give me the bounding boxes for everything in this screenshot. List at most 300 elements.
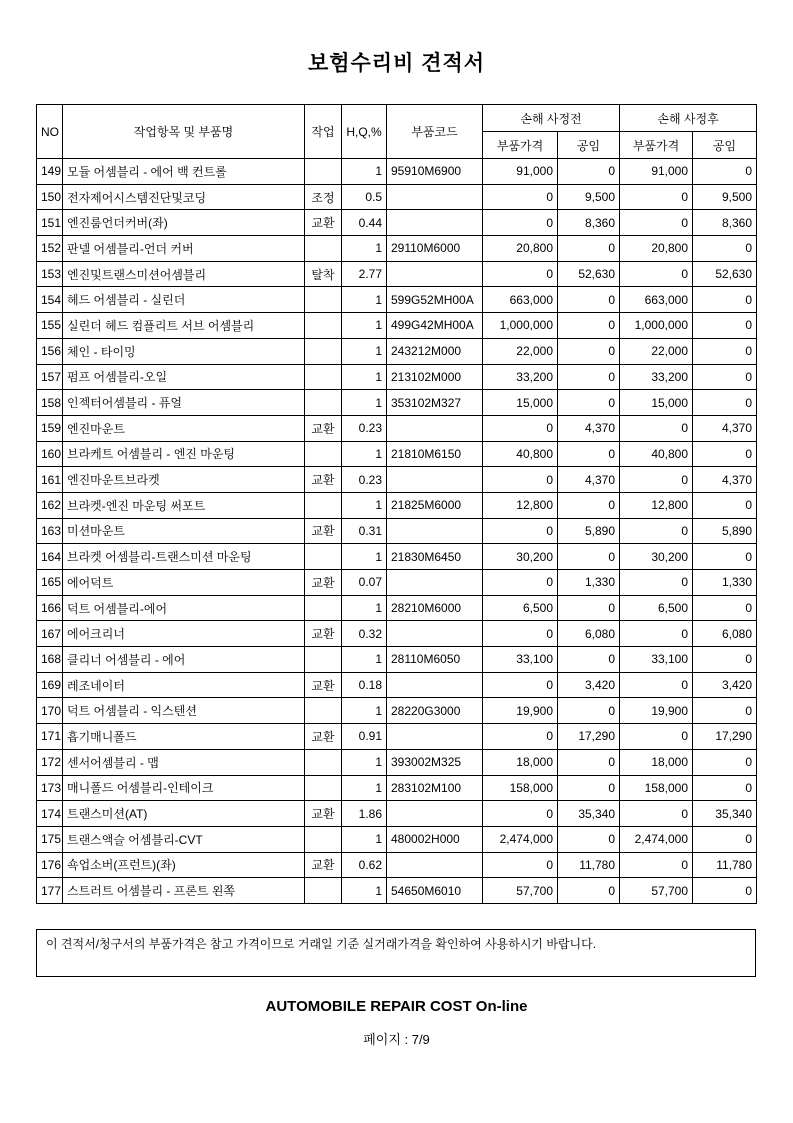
cell-no: 160 <box>37 441 63 467</box>
cell-before-labor: 0 <box>558 749 620 775</box>
cell-no: 157 <box>37 364 63 390</box>
cell-before-labor: 35,340 <box>558 801 620 827</box>
cell-hq-percent: 1 <box>342 775 387 801</box>
col-group-before-assessment: 손해 사정전 <box>483 105 620 132</box>
cell-before-part-price: 2,474,000 <box>483 826 558 852</box>
cell-after-labor: 0 <box>693 595 757 621</box>
table-row <box>37 647 757 673</box>
table-row <box>37 441 757 467</box>
cell-before-part-price: 0 <box>483 852 558 878</box>
cell-before-labor: 0 <box>558 492 620 518</box>
cell-part-code: 21825M6000 <box>387 492 483 518</box>
table-row <box>37 544 757 570</box>
cell-part-code: 28220G3000 <box>387 698 483 724</box>
cell-part-code: 353102M327 <box>387 390 483 416</box>
cell-no: 162 <box>37 492 63 518</box>
cell-after-part-price: 19,900 <box>620 698 693 724</box>
cell-after-part-price: 22,000 <box>620 338 693 364</box>
cell-work-type <box>305 826 342 852</box>
cell-hq-percent: 1 <box>342 390 387 416</box>
cell-part-code <box>387 467 483 493</box>
cell-before-part-price: 57,700 <box>483 878 558 904</box>
cell-after-labor: 4,370 <box>693 415 757 441</box>
cell-after-labor: 6,080 <box>693 621 757 647</box>
cell-after-part-price: 0 <box>620 184 693 210</box>
cell-work-type <box>305 492 342 518</box>
cell-after-part-price: 33,200 <box>620 364 693 390</box>
cell-no: 176 <box>37 852 63 878</box>
table-row <box>37 390 757 416</box>
cell-after-part-price: 40,800 <box>620 441 693 467</box>
cell-work-type: 교환 <box>305 210 342 236</box>
cell-before-part-price: 15,000 <box>483 390 558 416</box>
cell-hq-percent: 1 <box>342 441 387 467</box>
cell-no: 156 <box>37 338 63 364</box>
cell-hq-percent: 0.44 <box>342 210 387 236</box>
cell-item-name: 트랜스미션(AT) <box>63 801 305 827</box>
cell-before-part-price: 158,000 <box>483 775 558 801</box>
cell-no: 163 <box>37 518 63 544</box>
cell-after-part-price: 0 <box>620 261 693 287</box>
table-row <box>37 159 757 185</box>
cell-before-labor: 0 <box>558 287 620 313</box>
cell-before-labor: 0 <box>558 544 620 570</box>
cell-part-code <box>387 261 483 287</box>
page-title: 보험수리비 견적서 <box>307 52 486 75</box>
cell-after-labor: 0 <box>693 775 757 801</box>
cell-work-type: 교환 <box>305 570 342 596</box>
cell-after-part-price: 57,700 <box>620 878 693 904</box>
cell-no: 170 <box>37 698 63 724</box>
cell-no: 174 <box>37 801 63 827</box>
cell-before-part-price: 6,500 <box>483 595 558 621</box>
cell-item-name: 덕트 어셈블리 - 익스텐션 <box>63 698 305 724</box>
table-header <box>37 105 757 159</box>
cell-work-type: 교환 <box>305 467 342 493</box>
col-header-before-labor: 공임 <box>558 132 620 159</box>
cell-work-type <box>305 775 342 801</box>
cell-no: 155 <box>37 313 63 339</box>
cell-item-name: 헤드 어셈블리 - 실린더 <box>63 287 305 313</box>
cell-before-part-price: 0 <box>483 801 558 827</box>
table-row <box>37 210 757 236</box>
cell-before-labor: 3,420 <box>558 672 620 698</box>
cell-item-name: 브라켓 어셈블리-트랜스미션 마운팅 <box>63 544 305 570</box>
cell-part-code: 243212M000 <box>387 338 483 364</box>
cell-before-labor: 0 <box>558 826 620 852</box>
cell-work-type <box>305 338 342 364</box>
cell-hq-percent: 1 <box>342 338 387 364</box>
cell-item-name: 엔진룸언더커버(좌) <box>63 210 305 236</box>
cell-work-type: 교환 <box>305 518 342 544</box>
cell-work-type <box>305 390 342 416</box>
cell-item-name: 매니폴드 어셈블리-인테이크 <box>63 775 305 801</box>
cell-no: 167 <box>37 621 63 647</box>
cell-before-part-price: 0 <box>483 621 558 647</box>
brand-title: AUTOMOBILE REPAIR COST On-line <box>265 997 528 1015</box>
cell-item-name: 덕트 어셈블리-에어 <box>63 595 305 621</box>
cell-no: 173 <box>37 775 63 801</box>
cell-part-code: 28110M6050 <box>387 647 483 673</box>
cell-part-code: 213102M000 <box>387 364 483 390</box>
cell-after-part-price: 18,000 <box>620 749 693 775</box>
cell-work-type: 교환 <box>305 852 342 878</box>
cell-before-labor: 0 <box>558 647 620 673</box>
cell-before-part-price: 22,000 <box>483 338 558 364</box>
cell-before-labor: 0 <box>558 441 620 467</box>
table-row <box>37 570 757 596</box>
cell-item-name: 쇽업소버(프런트)(좌) <box>63 852 305 878</box>
cell-before-labor: 0 <box>558 390 620 416</box>
cell-before-part-price: 1,000,000 <box>483 313 558 339</box>
col-header-item: 작업항목 및 부품명 <box>63 105 305 159</box>
table-body <box>37 159 757 904</box>
cell-hq-percent: 1 <box>342 236 387 262</box>
cell-part-code: 499G42MH00A <box>387 313 483 339</box>
table-row <box>37 698 757 724</box>
cell-before-labor: 0 <box>558 698 620 724</box>
col-header-work: 작업 <box>305 105 342 159</box>
cell-part-code: 95910M6900 <box>387 159 483 185</box>
cell-after-labor: 0 <box>693 338 757 364</box>
cell-no: 165 <box>37 570 63 596</box>
cell-after-part-price: 663,000 <box>620 287 693 313</box>
table-row <box>37 775 757 801</box>
cell-item-name: 실린더 헤드 컴플리트 서브 어셈블리 <box>63 313 305 339</box>
table-row <box>37 313 757 339</box>
cell-work-type <box>305 749 342 775</box>
cell-hq-percent: 0.23 <box>342 467 387 493</box>
cell-after-labor: 0 <box>693 364 757 390</box>
cell-no: 150 <box>37 184 63 210</box>
cell-after-labor: 4,370 <box>693 467 757 493</box>
cell-after-part-price: 1,000,000 <box>620 313 693 339</box>
cell-before-part-price: 33,100 <box>483 647 558 673</box>
cell-work-type <box>305 595 342 621</box>
cell-after-part-price: 2,474,000 <box>620 826 693 852</box>
cell-after-labor: 0 <box>693 647 757 673</box>
col-header-after-labor: 공임 <box>693 132 757 159</box>
table-row <box>37 236 757 262</box>
cell-after-part-price: 0 <box>620 518 693 544</box>
cell-before-labor: 6,080 <box>558 621 620 647</box>
col-header-before-part-price: 부품가격 <box>483 132 558 159</box>
cell-hq-percent: 0.23 <box>342 415 387 441</box>
cell-no: 172 <box>37 749 63 775</box>
cell-item-name: 펌프 어셈블리-오일 <box>63 364 305 390</box>
cell-item-name: 스트러트 어셈블리 - 프론트 왼쪽 <box>63 878 305 904</box>
cell-after-part-price: 0 <box>620 801 693 827</box>
table-row <box>37 415 757 441</box>
cell-before-labor: 4,370 <box>558 415 620 441</box>
table-row <box>37 724 757 750</box>
cell-before-part-price: 12,800 <box>483 492 558 518</box>
col-header-hq: H,Q,% <box>342 105 387 159</box>
cell-item-name: 센서어셈블리 - 맵 <box>63 749 305 775</box>
cell-after-labor: 9,500 <box>693 184 757 210</box>
cell-hq-percent: 1 <box>342 287 387 313</box>
cell-part-code: 54650M6010 <box>387 878 483 904</box>
cell-hq-percent: 1 <box>342 492 387 518</box>
cell-item-name: 브라케트 어셈블리 - 엔진 마운팅 <box>63 441 305 467</box>
cell-hq-percent: 1 <box>342 647 387 673</box>
cell-work-type <box>305 364 342 390</box>
page-number: 페이지 : 7/9 <box>363 1031 430 1047</box>
table-row <box>37 338 757 364</box>
cell-after-part-price: 91,000 <box>620 159 693 185</box>
cell-part-code <box>387 852 483 878</box>
header-row-groups <box>37 105 757 132</box>
cell-before-labor: 5,890 <box>558 518 620 544</box>
cell-after-labor: 52,630 <box>693 261 757 287</box>
cell-work-type: 교환 <box>305 672 342 698</box>
cell-after-labor: 0 <box>693 749 757 775</box>
cell-before-part-price: 0 <box>483 261 558 287</box>
cell-after-part-price: 6,500 <box>620 595 693 621</box>
cell-work-type: 교환 <box>305 415 342 441</box>
cell-part-code <box>387 415 483 441</box>
cell-before-labor: 11,780 <box>558 852 620 878</box>
cell-work-type: 교환 <box>305 801 342 827</box>
cell-after-labor: 11,780 <box>693 852 757 878</box>
cell-hq-percent: 1 <box>342 159 387 185</box>
cell-before-part-price: 33,200 <box>483 364 558 390</box>
cell-work-type <box>305 647 342 673</box>
cell-hq-percent: 0.07 <box>342 570 387 596</box>
cell-after-part-price: 0 <box>620 852 693 878</box>
table-row <box>37 364 757 390</box>
cell-after-labor: 0 <box>693 159 757 185</box>
cell-before-labor: 1,330 <box>558 570 620 596</box>
cell-item-name: 미션마운트 <box>63 518 305 544</box>
cell-no: 152 <box>37 236 63 262</box>
table-row <box>37 518 757 544</box>
cell-before-part-price: 0 <box>483 570 558 596</box>
cell-before-part-price: 18,000 <box>483 749 558 775</box>
cell-hq-percent: 2.77 <box>342 261 387 287</box>
cell-before-part-price: 0 <box>483 672 558 698</box>
cell-item-name: 에어덕트 <box>63 570 305 596</box>
table-row <box>37 287 757 313</box>
cell-item-name: 브라켓-엔진 마운팅 써포트 <box>63 492 305 518</box>
table-row <box>37 672 757 698</box>
cell-after-labor: 17,290 <box>693 724 757 750</box>
cell-no: 161 <box>37 467 63 493</box>
cell-after-part-price: 15,000 <box>620 390 693 416</box>
table-row <box>37 749 757 775</box>
cell-work-type <box>305 878 342 904</box>
cell-no: 168 <box>37 647 63 673</box>
cell-part-code <box>387 518 483 544</box>
cell-part-code <box>387 801 483 827</box>
cell-item-name: 레조네이터 <box>63 672 305 698</box>
cell-part-code <box>387 184 483 210</box>
cell-after-part-price: 0 <box>620 672 693 698</box>
cell-hq-percent: 1 <box>342 313 387 339</box>
cell-after-labor: 1,330 <box>693 570 757 596</box>
cell-no: 177 <box>37 878 63 904</box>
table-row <box>37 261 757 287</box>
cell-after-part-price: 0 <box>620 570 693 596</box>
col-group-after-assessment: 손해 사정후 <box>620 105 757 132</box>
cell-no: 171 <box>37 724 63 750</box>
cell-after-part-price: 33,100 <box>620 647 693 673</box>
cell-hq-percent: 0.18 <box>342 672 387 698</box>
cell-part-code: 393002M325 <box>387 749 483 775</box>
cell-after-labor: 8,360 <box>693 210 757 236</box>
cell-after-labor: 35,340 <box>693 801 757 827</box>
cell-item-name: 엔진마운트브라켓 <box>63 467 305 493</box>
notice-box <box>36 929 756 977</box>
cell-hq-percent: 1 <box>342 698 387 724</box>
cell-hq-percent: 1 <box>342 595 387 621</box>
cell-before-labor: 0 <box>558 313 620 339</box>
cell-after-labor: 0 <box>693 878 757 904</box>
cell-work-type <box>305 313 342 339</box>
cell-work-type <box>305 287 342 313</box>
col-header-part-code: 부품코드 <box>387 105 483 159</box>
cell-work-type <box>305 159 342 185</box>
cell-before-labor: 4,370 <box>558 467 620 493</box>
notice-text: 이 견적서/청구서의 부품가격은 참고 가격이므로 거래일 기준 실거래가격을 확인하여 사용하시기 바랍니다. <box>46 936 597 951</box>
cell-hq-percent: 0.91 <box>342 724 387 750</box>
cell-item-name: 전자제어시스템진단및코딩 <box>63 184 305 210</box>
cell-item-name: 에어크리너 <box>63 621 305 647</box>
cell-after-part-price: 0 <box>620 467 693 493</box>
cell-hq-percent: 0.32 <box>342 621 387 647</box>
cell-item-name: 판넬 어셈블리-언더 커버 <box>63 236 305 262</box>
cell-after-part-price: 158,000 <box>620 775 693 801</box>
cell-before-labor: 52,630 <box>558 261 620 287</box>
cell-work-type: 조정 <box>305 184 342 210</box>
cell-work-type <box>305 236 342 262</box>
cell-no: 159 <box>37 415 63 441</box>
cell-hq-percent: 1 <box>342 364 387 390</box>
cell-work-type: 교환 <box>305 621 342 647</box>
cell-after-labor: 0 <box>693 826 757 852</box>
cell-part-code: 28210M6000 <box>387 595 483 621</box>
cell-before-part-price: 19,900 <box>483 698 558 724</box>
cell-hq-percent: 0.62 <box>342 852 387 878</box>
cell-before-labor: 0 <box>558 159 620 185</box>
cell-hq-percent: 0.31 <box>342 518 387 544</box>
cell-part-code <box>387 210 483 236</box>
col-header-no: NO <box>37 105 63 159</box>
cell-after-labor: 0 <box>693 390 757 416</box>
cell-hq-percent: 0.5 <box>342 184 387 210</box>
cell-part-code: 480002H000 <box>387 826 483 852</box>
table-row <box>37 826 757 852</box>
cell-item-name: 트랜스액슬 어셈블리-CVT <box>63 826 305 852</box>
table-row <box>37 595 757 621</box>
cell-before-part-price: 663,000 <box>483 287 558 313</box>
repair-estimate-table <box>36 104 757 904</box>
table-row <box>37 184 757 210</box>
cell-item-name: 엔진및트랜스미션어셈블리 <box>63 261 305 287</box>
cell-before-part-price: 0 <box>483 518 558 544</box>
table-row <box>37 801 757 827</box>
cell-part-code: 21810M6150 <box>387 441 483 467</box>
cell-before-part-price: 0 <box>483 724 558 750</box>
cell-hq-percent: 1.86 <box>342 801 387 827</box>
cell-after-labor: 3,420 <box>693 672 757 698</box>
cell-work-type <box>305 698 342 724</box>
cell-before-part-price: 91,000 <box>483 159 558 185</box>
cell-hq-percent: 1 <box>342 544 387 570</box>
table-row <box>37 467 757 493</box>
cell-part-code: 283102M100 <box>387 775 483 801</box>
cell-before-part-price: 40,800 <box>483 441 558 467</box>
table-row <box>37 492 757 518</box>
cell-part-code <box>387 621 483 647</box>
cell-after-labor: 0 <box>693 441 757 467</box>
cell-after-part-price: 12,800 <box>620 492 693 518</box>
cell-work-type: 탈착 <box>305 261 342 287</box>
cell-item-name: 체인 - 타이밍 <box>63 338 305 364</box>
cell-after-labor: 0 <box>693 492 757 518</box>
cell-before-part-price: 30,200 <box>483 544 558 570</box>
cell-after-part-price: 0 <box>620 210 693 236</box>
cell-item-name: 흡기매니폴드 <box>63 724 305 750</box>
cell-no: 158 <box>37 390 63 416</box>
cell-hq-percent: 1 <box>342 749 387 775</box>
cell-item-name: 모듈 어셈블리 - 에어 백 컨트롤 <box>63 159 305 185</box>
cell-no: 149 <box>37 159 63 185</box>
cell-part-code <box>387 672 483 698</box>
cell-after-part-price: 0 <box>620 415 693 441</box>
cell-after-labor: 0 <box>693 313 757 339</box>
cell-before-labor: 0 <box>558 878 620 904</box>
cell-hq-percent: 1 <box>342 878 387 904</box>
cell-before-labor: 0 <box>558 775 620 801</box>
cell-no: 164 <box>37 544 63 570</box>
cell-item-name: 클리너 어셈블리 - 에어 <box>63 647 305 673</box>
cell-after-labor: 0 <box>693 544 757 570</box>
cell-before-part-price: 20,800 <box>483 236 558 262</box>
table-row <box>37 852 757 878</box>
cell-before-part-price: 0 <box>483 415 558 441</box>
cell-part-code: 21830M6450 <box>387 544 483 570</box>
cell-before-labor: 17,290 <box>558 724 620 750</box>
cell-hq-percent: 1 <box>342 826 387 852</box>
cell-after-part-price: 20,800 <box>620 236 693 262</box>
cell-after-labor: 5,890 <box>693 518 757 544</box>
cell-before-labor: 8,360 <box>558 210 620 236</box>
cell-no: 169 <box>37 672 63 698</box>
cell-after-part-price: 0 <box>620 724 693 750</box>
cell-after-part-price: 30,200 <box>620 544 693 570</box>
cell-no: 151 <box>37 210 63 236</box>
cell-work-type: 교환 <box>305 724 342 750</box>
cell-work-type <box>305 441 342 467</box>
table-row <box>37 878 757 904</box>
cell-before-part-price: 0 <box>483 467 558 493</box>
cell-item-name: 인젝터어셈블리 - 퓨얼 <box>63 390 305 416</box>
cell-part-code: 599G52MH00A <box>387 287 483 313</box>
cell-after-labor: 0 <box>693 236 757 262</box>
cell-part-code: 29110M6000 <box>387 236 483 262</box>
cell-no: 166 <box>37 595 63 621</box>
table-row <box>37 621 757 647</box>
cell-before-labor: 9,500 <box>558 184 620 210</box>
col-header-after-part-price: 부품가격 <box>620 132 693 159</box>
cell-part-code <box>387 724 483 750</box>
cell-before-labor: 0 <box>558 364 620 390</box>
cell-no: 154 <box>37 287 63 313</box>
cell-before-labor: 0 <box>558 236 620 262</box>
cell-before-part-price: 0 <box>483 210 558 236</box>
cell-after-labor: 0 <box>693 698 757 724</box>
